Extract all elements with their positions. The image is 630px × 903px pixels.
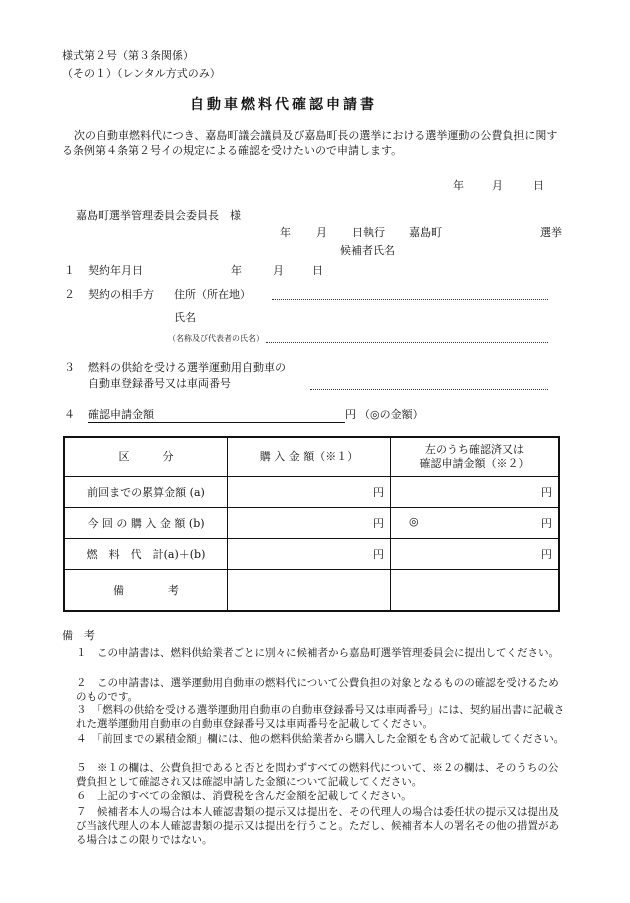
note-5: ５ ※１の欄は、公費負担であると否とを問わずすべての燃料代について、※２の欄は、そのうちの公費負担として確認され又は確認申請した金額について記載してください。	[76, 762, 559, 788]
item1-day: 日	[312, 264, 323, 277]
header-confirmed-amount	[391, 437, 560, 477]
purchase-amount-cell[interactable]: 円	[228, 508, 391, 539]
item2-name-label: 氏名	[174, 311, 196, 324]
row-label: 今 回 の 購 入 金 額 (b)	[64, 508, 228, 539]
purchase-amount-cell[interactable]: 円	[228, 477, 391, 508]
date-month: 月	[492, 179, 503, 192]
item4-note: （◎の金額）	[359, 408, 424, 421]
note-3: ３ 「燃料の供給を受ける選挙運動用自動車の自動車登録番号又は車両番号」には、契約届出書に記載された選挙運動用自動車の自動車登録番号又は車両番号を記載してください。	[76, 704, 565, 730]
item4-yen: 円	[345, 408, 356, 421]
item3-line1: 燃料の供給を受ける選挙運動用自動車の	[88, 361, 286, 374]
election-year: 年	[280, 226, 291, 239]
table-row	[64, 477, 559, 508]
election-town: 嘉島町	[409, 226, 442, 239]
addressee: 嘉島町選挙管理委員会委員長 様	[76, 209, 241, 222]
form-number: 様式第２号（第３条関係）	[62, 49, 194, 62]
note-6: ６ 上記のすべての金額は、消費税を含んだ金額を記載してください。	[76, 790, 412, 802]
item3-number: ３	[64, 361, 75, 374]
name-field[interactable]	[266, 342, 548, 343]
intro-paragraph: 次の自動車燃料代につき、嘉島町議会議員及び嘉島町長の選挙における選挙運動の公費負担に関する条例第４条第２号イの規定による確認を受けたいので申請します。	[62, 129, 558, 157]
election-month: 月	[316, 226, 327, 239]
form-variant: （その１）（レンタル方式のみ）	[62, 67, 221, 80]
confirmed-amount-cell[interactable]	[391, 508, 560, 539]
table-header-row	[64, 437, 559, 477]
table-row	[64, 539, 559, 570]
vehicle-number-field[interactable]	[310, 389, 548, 390]
item4-number: ４	[64, 408, 75, 421]
item4-label: 確認申請金額	[88, 408, 154, 421]
notes-title: 備 考	[62, 629, 95, 642]
candidate-label: 候補者氏名	[340, 244, 395, 257]
row-label: 備 考	[64, 570, 228, 612]
yen-unit: 円	[541, 517, 552, 530]
election-name: 選挙	[540, 226, 562, 239]
purchase-amount-cell[interactable]: 円	[228, 539, 391, 570]
table-row	[64, 508, 559, 539]
election-day-exec: 日執行	[352, 226, 385, 239]
item3-line2: 自動車登録番号又は車両番号	[88, 377, 231, 390]
yen-unit: 円	[541, 486, 552, 499]
confirmed-amount-cell[interactable]	[391, 477, 560, 508]
document-title: 自動車燃料代確認申請書	[190, 97, 377, 113]
item2-name-note: （名称及び代表者の氏名）	[168, 334, 264, 343]
yen-unit: 円	[541, 548, 552, 561]
item1-label: 契約年月日	[88, 264, 143, 277]
note-4: ４ 「前回までの累積金額」欄には、他の燃料供給業者から購入した金額をも含めて記載してください。	[76, 733, 565, 745]
address-field[interactable]	[272, 299, 548, 300]
item2-number: ２	[64, 288, 75, 301]
note-2: ２ この申請書は、選挙運動用自動車の燃料代について公費負担の対象となるものの確認を受けるためのものです。	[76, 677, 559, 703]
date-day: 日	[533, 179, 544, 192]
row-label: 前回までの累算金額 (a)	[64, 477, 228, 508]
row-label: 燃 料 代 計(a)＋(b)	[64, 539, 228, 570]
note-7: ７ 候補者本人の場合は本人確認書類の提示又は提出を、その代理人の場合は委任状の提示又は提出及び当該代理人の本人確認書類の提示又は提出を行うこと。ただし、候補者本人の署名その他の措置がある場合はこの限りではない。	[76, 806, 559, 846]
item2-label: 契約の相手方	[88, 288, 154, 301]
header-category: 区 分	[64, 437, 228, 477]
double-circle-mark: ◎	[409, 515, 419, 528]
header-confirmed-line2: 確認申請金額（※２）	[419, 457, 530, 470]
item1-year: 年	[231, 264, 242, 277]
amount-field[interactable]	[88, 422, 345, 423]
date-year: 年	[453, 179, 464, 192]
note-1: １ この申請書は、燃料供給業者ごとに別々に候補者から嘉島町選挙管理委員会に提出してください。	[76, 647, 559, 659]
remarks-cell-2[interactable]	[391, 570, 560, 612]
header-confirmed-line1: 左のうち確認済又は	[425, 443, 524, 456]
remarks-cell[interactable]	[228, 570, 391, 612]
amount-table	[63, 436, 560, 612]
item2-address-label: 住所（所在地）	[174, 288, 251, 301]
confirmed-amount-cell[interactable]	[391, 539, 560, 570]
header-purchase-amount: 購 入 金 額（※１）	[228, 437, 391, 477]
item1-number: １	[64, 264, 75, 277]
item1-month: 月	[273, 264, 284, 277]
table-row	[64, 570, 559, 612]
